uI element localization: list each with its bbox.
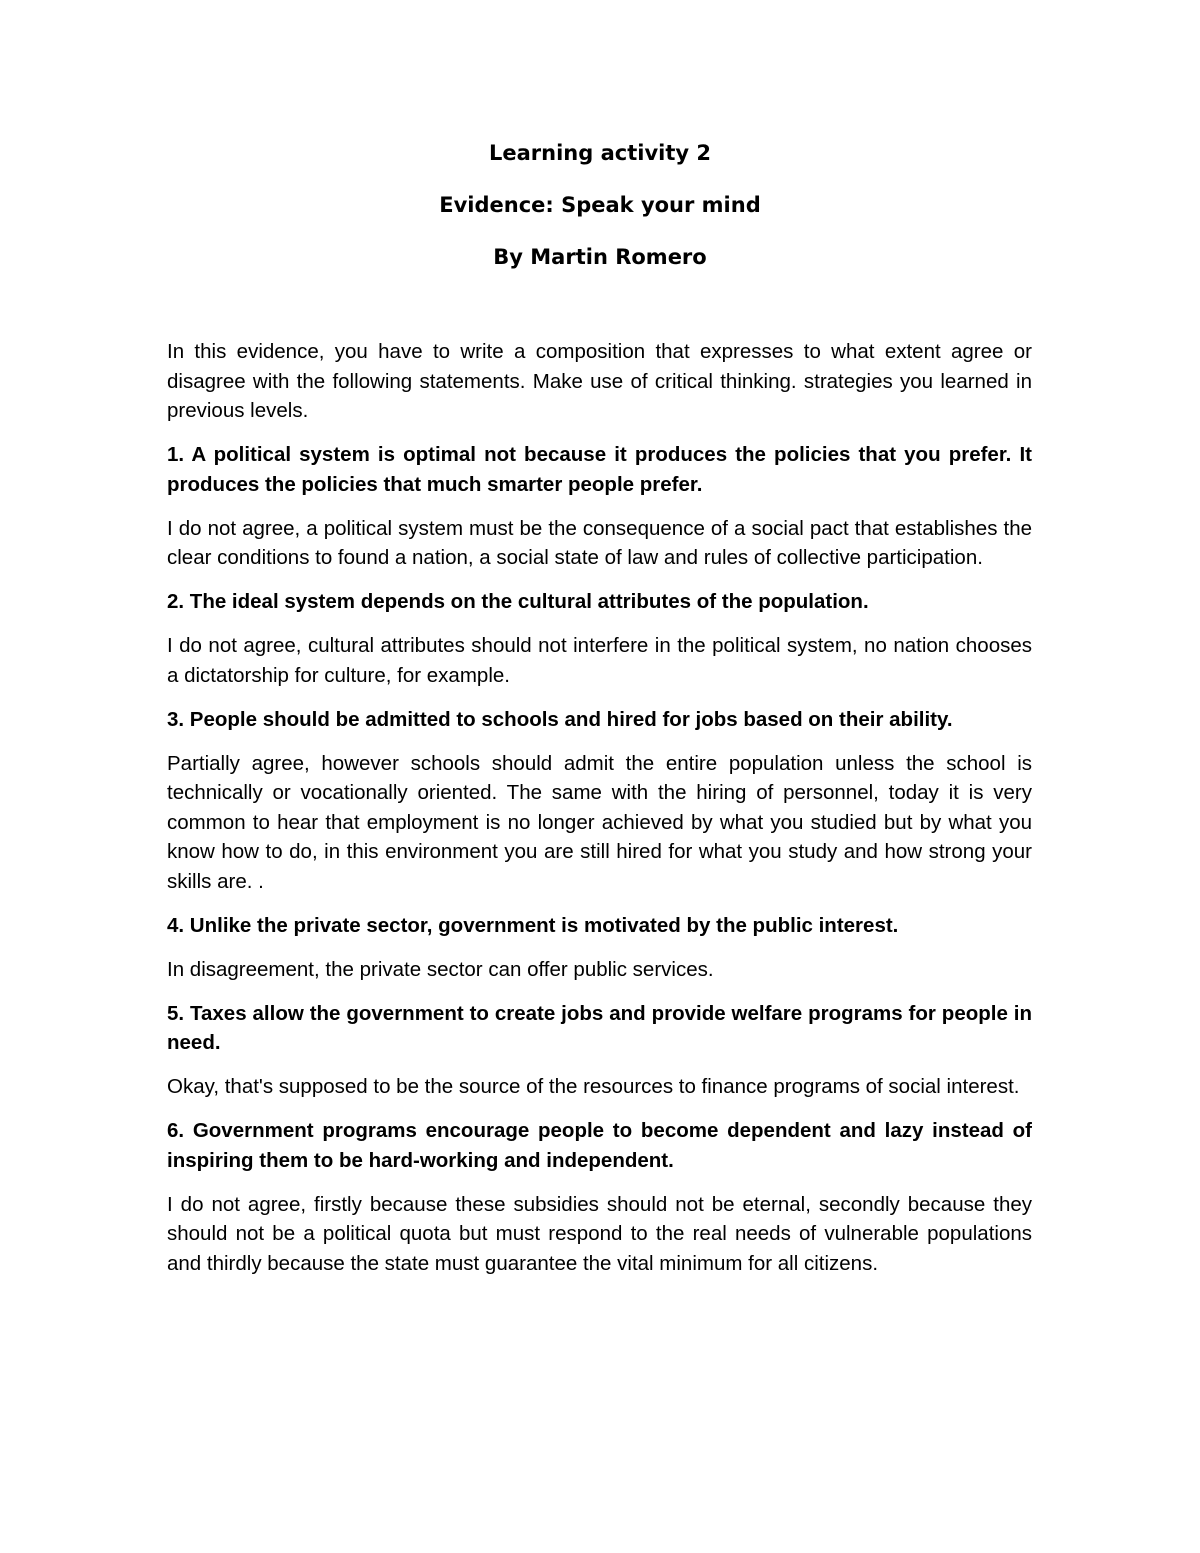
- statement-4: 4. Unlike the private sector, government is motivated by the public interest.: [167, 913, 899, 937]
- statement-2: 2. The ideal system depends on the cultural attributes of the population.: [167, 590, 869, 613]
- response-3: Partially agree, however schools should admit the entire population unless the school is technically or vocationally oriented. The same with the hiring of personnel, today it is very common to hear that employment is no longer achieved by what you studied but by what you know how to do, in this environment you are still hired for what you study and how strong your skills are. .: [167, 751, 1032, 893]
- statement-1: 1. A political system is optimal not because it produces the policies that you prefer. It produces the policies that much smarter people prefer.: [167, 443, 1032, 496]
- document-author: By Martin Romero: [493, 245, 707, 269]
- statement-6: 6. Government programs encourage people to become dependent and lazy instead of inspiring them to be hard-working and independent.: [167, 1119, 1032, 1172]
- statement-3: 3. People should be admitted to schools and hired for jobs based on their ability.: [167, 707, 953, 731]
- document-header: [0, 140, 1200, 296]
- response-1: I do not agree, a political system must be the consequence of a social pact that establishes the clear conditions to found a nation, a social state of law and rules of collective participation.: [167, 516, 1032, 569]
- document-title: Learning activity 2: [489, 141, 711, 165]
- intro-paragraph: In this evidence, you have to write a composition that expresses to what extent agree or disagree with the following statements. Make use of critical thinking. strategies you learned in previous levels.: [167, 340, 1032, 422]
- statement-5: 5. Taxes allow the government to create jobs and provide welfare programs for people in need.: [167, 1001, 1032, 1054]
- document-body: [167, 337, 1032, 1293]
- response-6: I do not agree, firstly because these subsidies should not be eternal, secondly because they should not be a political quota but must respond to the real needs of vulnerable populations and thirdly because the state must guarantee the vital minimum for all citizens.: [167, 1192, 1032, 1275]
- response-4: In disagreement, the private sector can offer public services.: [167, 957, 714, 981]
- response-5: Okay, that's supposed to be the source of the resources to finance programs of social interest.: [167, 1075, 1020, 1098]
- document-subtitle: Evidence: Speak your mind: [439, 193, 761, 217]
- response-2: I do not agree, cultural attributes should not interfere in the political system, no nation chooses a dictatorship for culture, for example.: [167, 634, 1032, 687]
